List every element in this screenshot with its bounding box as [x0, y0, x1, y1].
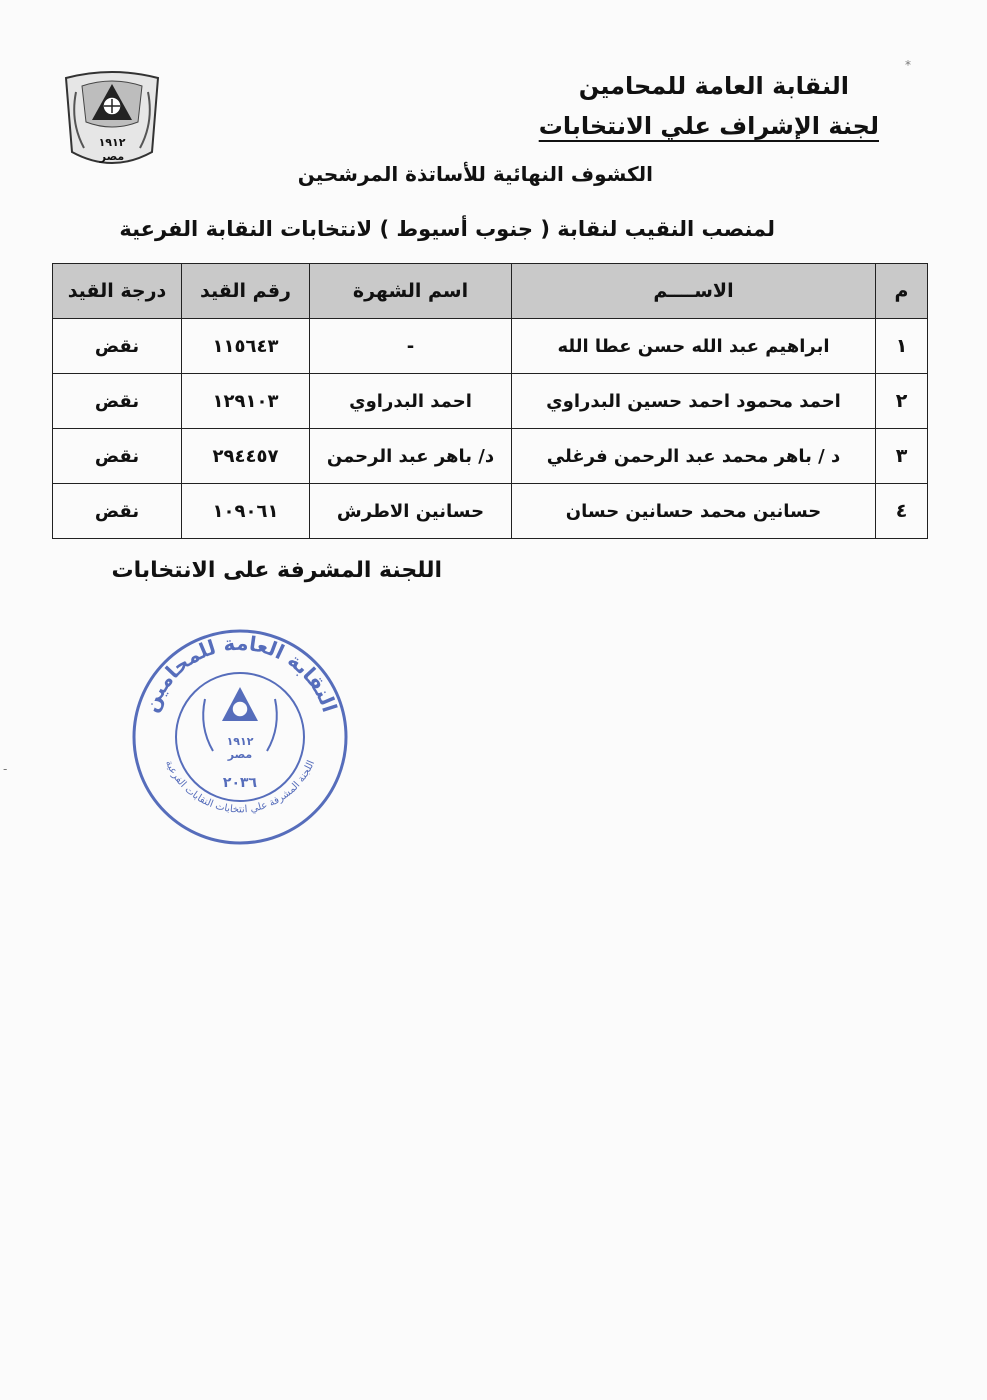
svg-text:النقابة العامة للمحامين: النقابة العامة للمحامين: [138, 630, 342, 716]
svg-text:١٩١٢: ١٩١٢: [226, 735, 254, 748]
candidates-table: [52, 263, 928, 539]
table-row: [53, 319, 928, 374]
candidate-name: حسانين محمد حسانين حسان: [512, 484, 876, 539]
registration-number: ١١٥٦٤٣: [182, 319, 310, 374]
candidate-name: احمد محمود احمد حسين البدراوي: [512, 374, 876, 429]
svg-text:اللجنة المشرفة علي انتخابات ال: اللجنة المشرفة علي انتخابات النقابات الفرعية: [162, 758, 318, 816]
column-header-name: الاســــم: [512, 264, 876, 319]
row-number: ٢: [876, 374, 928, 429]
column-header-registration-degree: درجة القيد: [53, 264, 182, 319]
candidate-nickname: حسانين الاطرش: [310, 484, 512, 539]
registration-degree: نقض: [53, 429, 182, 484]
column-header-number: م: [876, 264, 928, 319]
candidate-nickname: د/ باهر عبد الرحمن: [310, 429, 512, 484]
supervising-committee-signature: اللجنة المشرفة على الانتخابات: [111, 558, 442, 583]
list-subtitle: لمنصب النقيب لنقابة ( جنوب أسيوط ) لانتخابات النقابة الفرعية: [119, 217, 775, 241]
committee-name: لجنة الإشراف علي الانتخابات: [538, 112, 879, 140]
row-number: ٤: [876, 484, 928, 539]
svg-text:١٩١٢: ١٩١٢: [98, 136, 126, 149]
row-number: ١: [876, 319, 928, 374]
candidate-nickname: احمد البدراوي: [310, 374, 512, 429]
column-header-registration-number: رقم القيد: [182, 264, 310, 319]
registration-number: ١٢٩١٠٣: [182, 374, 310, 429]
candidate-nickname: -: [310, 319, 512, 374]
candidate-name: د / باهر محمد عبد الرحمن فرغلي: [512, 429, 876, 484]
syndicate-logo: [52, 62, 172, 182]
candidate-name: ابراهيم عبد الله حسن عطا الله: [512, 319, 876, 374]
row-number: ٣: [876, 429, 928, 484]
scan-speck: *: [905, 58, 911, 72]
list-title: الكشوف النهائية للأساتذة المرشحين: [297, 162, 653, 186]
table-row: [53, 374, 928, 429]
organization-name: النقابة العامة للمحامين: [578, 72, 849, 100]
svg-text:مصر: مصر: [99, 150, 125, 163]
registration-number: ٢٩٤٤٥٧: [182, 429, 310, 484]
table-row: [53, 484, 928, 539]
table-header-row: [53, 264, 928, 319]
registration-number: ١٠٩٠٦١: [182, 484, 310, 539]
registration-degree: نقض: [53, 374, 182, 429]
scan-speck: -: [3, 762, 8, 776]
svg-text:مصر: مصر: [227, 748, 253, 761]
svg-text:٢٠٣٦: ٢٠٣٦: [222, 775, 258, 791]
table-row: [53, 429, 928, 484]
registration-degree: نقض: [53, 484, 182, 539]
official-stamp: [125, 625, 355, 850]
registration-degree: نقض: [53, 319, 182, 374]
column-header-nickname: اسم الشهرة: [310, 264, 512, 319]
